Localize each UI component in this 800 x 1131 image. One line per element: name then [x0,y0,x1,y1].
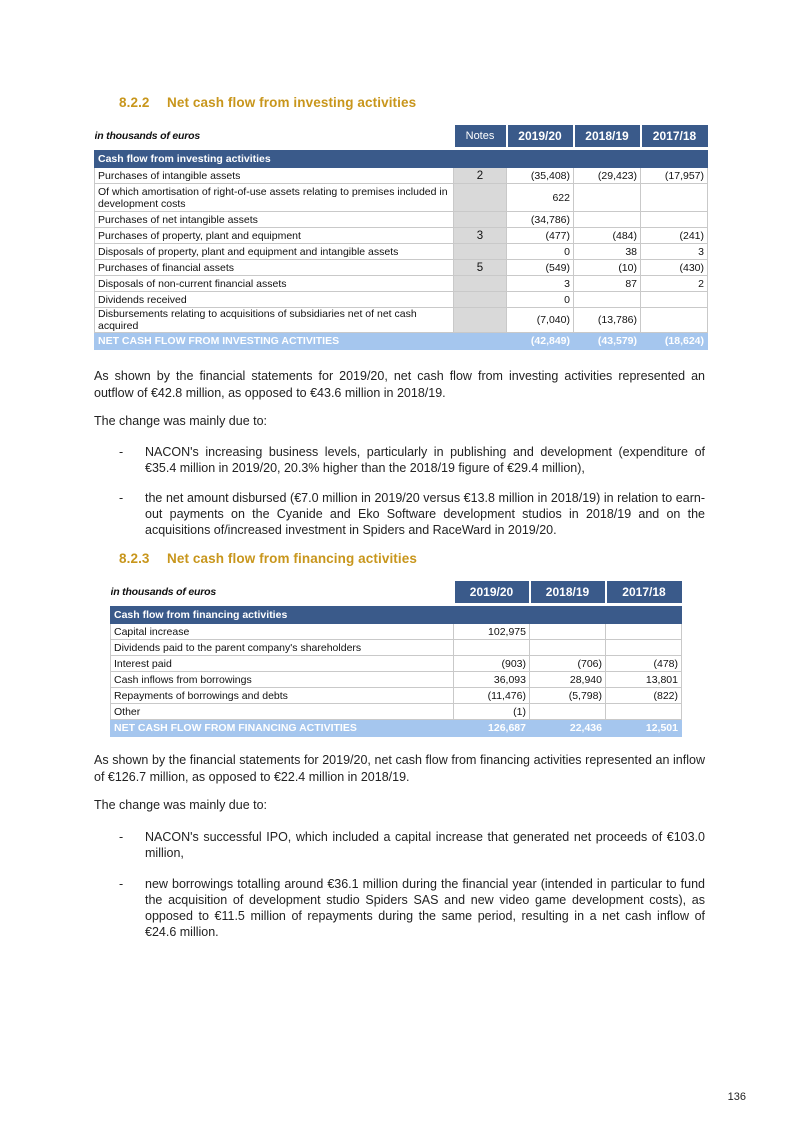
cell-value: (1) [454,704,530,720]
cell-value [574,292,641,308]
cell-value [641,184,708,212]
row-note [454,212,507,228]
row-label: Of which amortisation of right-of-use assets relating to premises included in development costs [95,184,454,212]
column-header-year: 2019/20 [507,125,574,147]
bullet-item [119,829,705,861]
bullet-marker: - [119,445,124,459]
cell-value [574,212,641,228]
cell-value [641,212,708,228]
total-value: 22,436 [530,720,606,737]
paragraph: As shown by the financial statements for 2019/20, net cash flow from financing activities represented an inflow of €126.7 million, as opposed to €22.4 million in 2018/19. [94,753,705,784]
bullet-marker: - [119,877,124,891]
section-title-text: Net cash flow from investing activities [167,95,417,110]
column-header-year: 2018/19 [574,125,641,147]
row-note: 5 [454,260,507,276]
unit-label: in thousands of euros [94,130,200,142]
page-number: 136 [727,1091,746,1103]
table-row [95,168,708,184]
cell-value: (7,040) [507,308,574,333]
unit-label: in thousands of euros [110,586,216,598]
bullet-marker: - [119,491,124,505]
cell-value [641,308,708,333]
table-header-row [111,581,682,603]
bullet-marker: - [119,830,124,844]
table-row [95,292,708,308]
cell-value: (11,476) [454,688,530,704]
table-row [111,640,682,656]
section-title-text: Net cash flow from financing activities [167,551,417,566]
cell-value: 36,093 [454,672,530,688]
table-section-row [95,151,708,168]
row-note: 3 [454,228,507,244]
cell-value: (477) [507,228,574,244]
row-label: Other [111,704,454,720]
cell-value: (822) [606,688,682,704]
financing-cash-flow-table [110,581,682,737]
cell-value: 0 [507,244,574,260]
table-total-row [95,333,708,350]
cell-value: (549) [507,260,574,276]
row-note [454,184,507,212]
cell-value [530,624,606,640]
bullet-item [119,444,705,476]
cell-value: 13,801 [606,672,682,688]
total-value: 12,501 [606,720,682,737]
cell-value [530,640,606,656]
total-label: NET CASH FLOW FROM FINANCING ACTIVITIES [111,720,454,737]
table-row [111,688,682,704]
section-number: 8.2.2 [119,95,150,110]
cell-value: 38 [574,244,641,260]
cell-value: (241) [641,228,708,244]
cell-value: 102,975 [454,624,530,640]
cell-value [606,704,682,720]
total-value: (42,849) [507,333,574,350]
table-row [111,672,682,688]
column-header-year: 2019/20 [454,581,530,603]
row-label: Purchases of property, plant and equipment [95,228,454,244]
column-header-notes: Notes [454,125,507,147]
row-label: Dividends received [95,292,454,308]
row-label: Disbursements relating to acquisitions of subsidiaries net of net cash acquired [95,308,454,333]
table-row [95,244,708,260]
cell-value [641,292,708,308]
cell-value: (17,957) [641,168,708,184]
column-header-year: 2017/18 [641,125,708,147]
cell-value: (34,786) [507,212,574,228]
total-value: (18,624) [641,333,708,350]
paragraph: The change was mainly due to: [94,414,268,428]
cell-value: 2 [641,276,708,292]
cell-value: 0 [507,292,574,308]
table-header-row [95,125,708,147]
bullet-item [119,876,705,940]
cell-value: 3 [507,276,574,292]
section-number: 8.2.3 [119,551,150,566]
bullet-text: new borrowings totalling around €36.1 million during the financial year (intended in particular to fund the acquisition of development studio Spiders SAS and new video game development costs), as opposed to €11.5 million of repayments during the same period, resulting in a net cash inflow of €24.6 million. [145,877,705,939]
total-value: (43,579) [574,333,641,350]
row-note: 2 [454,168,507,184]
paragraph: As shown by the financial statements for 2019/20, net cash flow from investing activities represented an outflow of €42.8 million, as opposed to €43.6 million in 2018/19. [94,369,705,400]
cell-value: (35,408) [507,168,574,184]
cell-value: 28,940 [530,672,606,688]
column-header-year: 2017/18 [606,581,682,603]
column-header-year: 2018/19 [530,581,606,603]
row-label: Disposals of non-current financial assets [95,276,454,292]
row-label: Purchases of financial assets [95,260,454,276]
cell-value: (5,798) [530,688,606,704]
cell-value [606,640,682,656]
row-note [454,292,507,308]
cell-value: (706) [530,656,606,672]
total-label: NET CASH FLOW FROM INVESTING ACTIVITIES [95,333,454,350]
investing-cash-flow-table [94,125,708,350]
cell-value [530,704,606,720]
cell-value: (10) [574,260,641,276]
cell-value: 3 [641,244,708,260]
row-label: Dividends paid to the parent company's shareholders [111,640,454,656]
paragraph: The change was mainly due to: [94,798,268,812]
table-row [95,276,708,292]
table-row [95,228,708,244]
row-label: Repayments of borrowings and debts [111,688,454,704]
cell-value: (478) [606,656,682,672]
row-label: Purchases of net intangible assets [95,212,454,228]
bullet-text: NACON's increasing business levels, particularly in publishing and development (expenditure of €35.4 million in 2019/20, 20.3% higher than the 2018/19 figure of €29.4 million), [145,445,705,475]
table-row [95,308,708,333]
total-value: 126,687 [454,720,530,737]
cell-value [574,184,641,212]
cell-value [454,640,530,656]
table-row [111,704,682,720]
section-heading-investing [119,95,416,110]
bullet-text: the net amount disbursed (€7.0 million in 2019/20 versus €13.8 million in 2018/19) in relation to earn-out payments on the Cyanide and Eko Software development studios in 2018/19 and on the acquisitions of/increased investment in Spiders and RaceWard in 2019/20. [145,491,705,537]
section-label: Cash flow from investing activities [95,151,454,168]
section-label: Cash flow from financing activities [111,607,454,624]
table-row [95,184,708,212]
row-label: Interest paid [111,656,454,672]
table-section-row [111,607,682,624]
row-label: Purchases of intangible assets [95,168,454,184]
bullet-item [119,490,705,538]
table-total-row [111,720,682,737]
table-row [95,260,708,276]
bullet-text: NACON's successful IPO, which included a capital increase that generated net proceeds of €103.0 million, [145,830,705,860]
row-label: Cash inflows from borrowings [111,672,454,688]
row-label: Capital increase [111,624,454,640]
table-row [95,212,708,228]
cell-value: (29,423) [574,168,641,184]
cell-value [606,624,682,640]
cell-value: 87 [574,276,641,292]
row-label: Disposals of property, plant and equipment and intangible assets [95,244,454,260]
row-note [454,276,507,292]
row-note [454,308,507,333]
section-heading-financing [119,551,417,566]
table-row [111,624,682,640]
row-note [454,244,507,260]
table-row [111,656,682,672]
cell-value: 622 [507,184,574,212]
cell-value: (13,786) [574,308,641,333]
cell-value: (903) [454,656,530,672]
cell-value: (430) [641,260,708,276]
cell-value: (484) [574,228,641,244]
